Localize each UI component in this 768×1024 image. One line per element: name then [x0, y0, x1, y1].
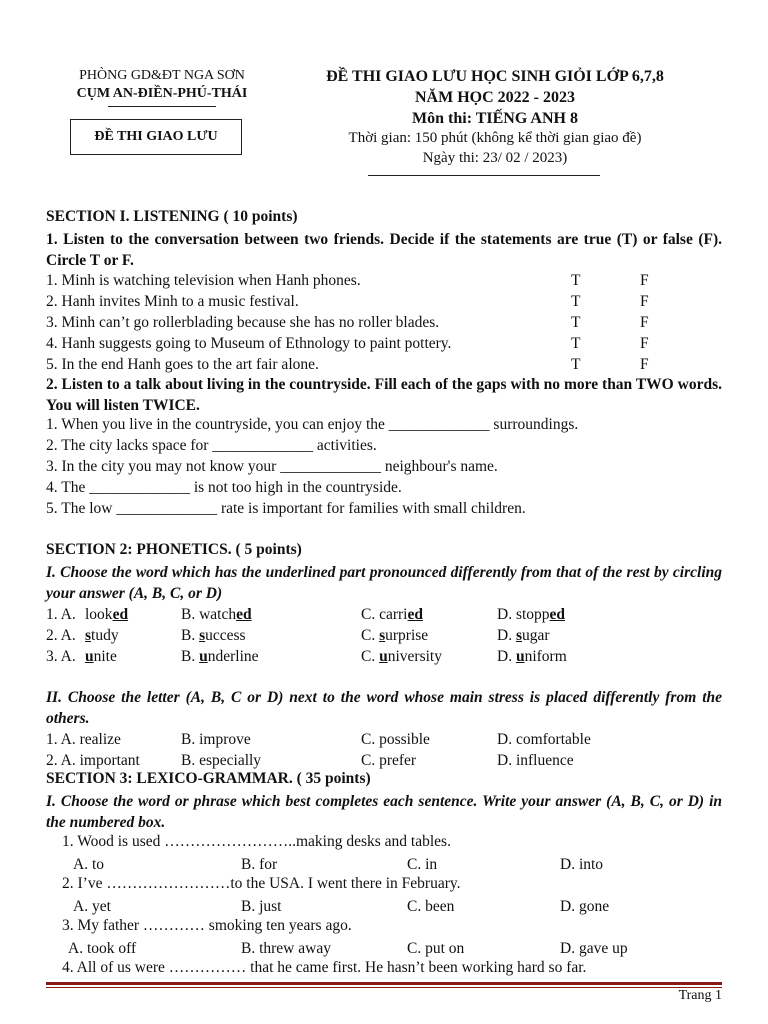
tf-item — [0, 333, 768, 354]
underlined-part: u — [379, 648, 388, 665]
pronunciation-option — [361, 646, 442, 667]
tf-true-option: T — [571, 356, 581, 373]
option-text-rest: niversity — [387, 648, 442, 665]
stress-item — [0, 729, 768, 750]
option-text: look — [85, 606, 113, 623]
answer-option: B. threw away — [241, 940, 331, 957]
answer-option: A. to — [73, 856, 104, 873]
option-text: B. — [181, 648, 200, 665]
stress-option: C. possible — [361, 731, 430, 748]
tf-false-option: F — [640, 356, 649, 373]
cluster-underline — [108, 106, 216, 107]
answer-option: C. put on — [407, 940, 465, 957]
underlined-part: u — [85, 648, 94, 665]
option-text: C. — [361, 648, 380, 665]
option-text-rest: urprise — [385, 627, 429, 644]
underlined-part: u — [199, 648, 208, 665]
answer-option: C. been — [407, 898, 455, 915]
underlined-part: ed — [112, 606, 129, 623]
section3-heading: SECTION 3: LEXICO-GRAMMAR. ( 35 points) — [46, 770, 371, 787]
pronunciation-option — [497, 625, 550, 646]
stress-option: C. prefer — [361, 752, 417, 769]
option-text: B. — [181, 627, 200, 644]
question-stem: 1. Wood is used ……………………..making desks and tables. — [62, 833, 451, 850]
tf-false-option: F — [640, 335, 649, 352]
underlined-part: u — [515, 648, 525, 665]
exam-title: ĐỀ THI GIAO LƯU HỌC SINH GIỎI LỚP 6,7,8 — [326, 68, 664, 85]
option-text: D. — [497, 627, 516, 644]
pronunciation-option — [361, 604, 423, 625]
answer-option: A. yet — [73, 898, 111, 915]
section1-heading: SECTION I. LISTENING ( 10 points) — [46, 208, 298, 225]
school-year: NĂM HỌC 2022 - 2023 — [415, 89, 575, 106]
answer-options — [0, 896, 768, 917]
option-text: C. carri — [361, 606, 408, 623]
option-text-rest: tudy — [91, 627, 119, 644]
duration-line: Thời gian: 150 phút (không kể thời gian giao đề) — [348, 130, 642, 146]
tf-true-option: T — [571, 293, 581, 310]
gap-item: 2. The city lacks space for _____________ activities. — [46, 437, 377, 454]
option-text-rest: niform — [524, 648, 567, 665]
item-number: 2. A. — [46, 627, 76, 644]
tf-false-option: F — [640, 293, 649, 310]
tf-statement: 4. Hanh suggests going to Museum of Ethnology to paint pottery. — [46, 335, 452, 352]
option-text: D. stopp — [497, 606, 550, 623]
section1-part1-instruction: 1. Listen to the conversation between two friends. Decide if the statements are true (T) or false (F). Circle T or F. — [46, 231, 722, 269]
page-number: Trang 1 — [678, 988, 722, 1003]
stress-option: B. improve — [181, 731, 251, 748]
underlined-part: s — [199, 627, 206, 644]
footer-rule — [46, 982, 722, 985]
tf-statement: 2. Hanh invites Minh to a music festival. — [46, 293, 299, 310]
tf-statement: 1. Minh is watching television when Hanh phones. — [46, 272, 361, 289]
tf-false-option: F — [640, 314, 649, 331]
section3-part1-instruction: I. Choose the word or phrase which best completes each sentence. Write your answer (A, B, C, or D) in the numbered box. — [46, 793, 722, 831]
tf-true-option: T — [571, 314, 581, 331]
tf-statement: 3. Minh can’t go rollerblading because she has no roller blades. — [46, 314, 440, 331]
option-text: B. watch — [181, 606, 237, 623]
pronunciation-option — [85, 625, 119, 646]
answer-options — [0, 938, 768, 959]
stress-option: 2. A. important — [46, 752, 140, 769]
option-text-rest: nderline — [207, 648, 259, 665]
gap-item: 1. When you live in the countryside, you can enjoy the _____________ surroundings. — [46, 416, 579, 433]
stress-option: D. influence — [497, 752, 574, 769]
underlined-part: s — [515, 627, 522, 644]
option-text: C. — [361, 627, 380, 644]
tf-item — [0, 291, 768, 312]
subject-line: Môn thi: TIẾNG ANH 8 — [412, 110, 578, 127]
pronunciation-option — [181, 604, 252, 625]
stress-option: 1. A. realize — [46, 731, 121, 748]
pronunciation-option — [85, 646, 117, 667]
underlined-part: ed — [549, 606, 566, 623]
header-underline — [368, 175, 600, 176]
tf-item — [0, 354, 768, 375]
answer-option: D. gave up — [560, 940, 628, 957]
stress-item — [0, 750, 768, 771]
answer-option: D. gone — [560, 898, 610, 915]
option-text-rest: ugar — [522, 627, 550, 644]
footer-rule-thin — [46, 987, 722, 988]
exam-date-line: Ngày thi: 23/ 02 / 2023) — [422, 150, 568, 166]
tf-item — [0, 312, 768, 333]
answer-option: B. just — [241, 898, 282, 915]
item-number: 3. A. — [46, 648, 76, 665]
section2-part1-instruction: I. Choose the word which has the underlined part pronounced differently from that of the rest by circling your answer (A, B, C, or D) — [46, 564, 722, 602]
pronunciation-item — [0, 646, 768, 667]
option-text-rest: nite — [93, 648, 117, 665]
department-name: PHÒNG GD&ĐT NGA SƠN — [79, 68, 245, 83]
exam-type-box: ĐỀ THI GIAO LƯU — [70, 119, 242, 155]
tf-item — [0, 270, 768, 291]
pronunciation-option — [361, 625, 428, 646]
question-stem: 2. I’ve ……………………to the USA. I went there in February. — [62, 875, 461, 892]
tf-statement: 5. In the end Hanh goes to the art fair alone. — [46, 356, 319, 373]
option-text: D. — [497, 648, 516, 665]
gap-item: 3. In the city you may not know your _____________ neighbour's name. — [46, 458, 498, 475]
answer-option: A. took off — [68, 940, 137, 957]
answer-option: C. in — [407, 856, 438, 873]
pronunciation-item — [0, 625, 768, 646]
pronunciation-option — [497, 604, 565, 625]
cluster-name: CỤM AN-ĐIỀN-PHÚ-THÁI — [76, 86, 248, 101]
tf-true-option: T — [571, 335, 581, 352]
pronunciation-item — [0, 604, 768, 625]
tf-true-option: T — [571, 272, 581, 289]
underlined-part: ed — [407, 606, 423, 623]
option-text-rest: uccess — [205, 627, 246, 644]
pronunciation-option — [497, 646, 567, 667]
pronunciation-option — [181, 646, 259, 667]
pronunciation-option — [181, 625, 246, 646]
pronunciation-option — [85, 604, 128, 625]
question-stem: 3. My father ………… smoking ten years ago. — [62, 917, 352, 934]
underlined-part: ed — [236, 606, 252, 623]
stress-option: D. comfortable — [497, 731, 591, 748]
stress-option: B. especially — [181, 752, 262, 769]
tf-false-option: F — [640, 272, 649, 289]
underlined-part: s — [379, 627, 386, 644]
gap-item: 4. The _____________ is not too high in the countryside. — [46, 479, 402, 496]
section2-part2-instruction: II. Choose the letter (A, B, C or D) next to the word whose main stress is placed differently from the others. — [46, 689, 722, 727]
underlined-part: s — [85, 627, 92, 644]
item-number: 1. A. — [46, 606, 76, 623]
question-stem: 4. All of us were …………… that he came first. He hasn’t been working hard so far. — [62, 959, 587, 976]
answer-options — [0, 854, 768, 875]
gap-item: 5. The low _____________ rate is important for families with small children. — [46, 500, 526, 517]
section2-heading: SECTION 2: PHONETICS. ( 5 points) — [46, 541, 302, 558]
answer-option: B. for — [241, 856, 278, 873]
section1-part2-instruction: 2. Listen to a talk about living in the countryside. Fill each of the gaps with no more than TWO words. You will listen TWICE. — [46, 376, 722, 414]
answer-option: D. into — [560, 856, 604, 873]
